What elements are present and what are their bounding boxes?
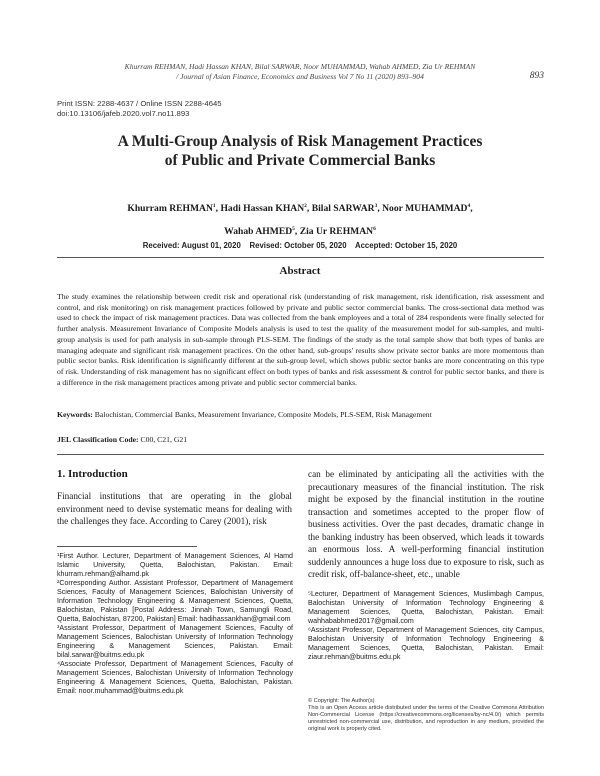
intro-column-right: can be eliminated by anticipating all the activities with the precautionary measures of the financial institution. The risk might be exposed by the financial institution in the routine transaction and sometimes accepted to the proper flow of business activities. Over the past decades, dramatic change in the banking industry has been observed, which leads it towards an enormous loss. A well-performing financial institution suddenly announces a huge loss due to exposure to risk, such as credit risk, off-balance-sheet, etc., unable	[308, 469, 544, 579]
author-name: Zia Ur REHMAN	[299, 226, 374, 238]
divider-top	[57, 257, 544, 258]
copyright-line: © Copyright: The Author(s)	[308, 698, 375, 704]
jel-text: C00, C21, G21	[140, 435, 188, 444]
footnote: ¹First Author. Lecturer, Department of Management Sciences, Al Hamd Islamic University, Quetta, Balochistan, Pakistan. Email: khurram.rehman@alhamd.pk	[57, 552, 293, 578]
author-line-1: Khurram REHMAN$^1$, Hadi Hassan KHAN$^2$, Bilal SARWAR$^3$, Noor MUHAMMAD$^4$,	[127, 203, 473, 215]
issn-line: Print ISSN: 2288-4637 / Online ISSN 2288-4645	[57, 99, 222, 108]
jel-label: JEL Classification Code:	[57, 435, 139, 444]
title-line-1: A Multi-Group Analysis of Risk Management Practices	[117, 133, 483, 150]
license-text: This is an Open Access article distributed under the terms of the Creative Commons Attribution Non-Commercial License (https://creativecommons.org/licenses/by-nc/4.0/) which permits unrestricted non-commercial use, distribution, and reproduction in any medium, provided the original work is properly cited.	[308, 705, 544, 732]
received-date: Received: August 01, 2020	[142, 241, 241, 250]
running-head-authors: Khurram REHMAN, Hadi Hassan KHAN, Bilal SARWAR, Noor MUHAMMAD, Wahab AHMED, Zia Ur REHMAN	[124, 62, 476, 71]
author-list	[70, 196, 530, 242]
author-mark: 2	[304, 203, 307, 209]
running-head	[100, 62, 500, 82]
author-mark: 4	[467, 203, 471, 209]
author-name: Bilal SARWAR	[311, 203, 375, 215]
issn-block	[57, 99, 222, 119]
author-name: Wahab AHMED	[224, 226, 293, 238]
author-name: Noor MUHAMMAD	[382, 203, 468, 215]
author-mark: 6	[373, 226, 376, 233]
section-heading-introduction: 1. Introduction	[57, 468, 128, 480]
revised-date: Revised: October 05, 2020	[249, 241, 347, 250]
keywords-label: Keywords:	[57, 410, 93, 419]
footnote: ²Corresponding Author. Assistant Professor, Department of Management Sciences, Faculty of Management Sciences, Balochistan University of Information Technology Engineering & Management Sciences, Quetta, Balochistan, Pakistan [Postal Address: Jinnah Town, Samungli Road, Quetta, Balochistan, 87200, Pakistan] Email: hadihassankhan@gmail.com	[57, 579, 293, 623]
footnote: ⁴Associate Professor, Department of Management Sciences, Faculty of Management Sciences, Balochistan University of Information Technology Engineering & Management Sciences, Quetta, Balochistan, Pakistan. Email: noor.muhammad@buitms.edu.pk	[57, 660, 293, 695]
author-mark: 5	[292, 226, 295, 233]
history-dates	[60, 241, 540, 250]
jel-codes	[57, 435, 544, 444]
author-mark: 1	[212, 203, 216, 209]
accepted-date: Accepted: October 15, 2020	[354, 241, 458, 250]
author-line-2: Wahab AHMED$^5$, Zia Ur REHMAN$^6$	[224, 226, 376, 238]
copyright-notice	[308, 698, 544, 733]
footnote: ³Assistant Professor, Department of Management Sciences, Faculty of Management Sciences, Balochistan University of Information Technology Engineering & Management Sciences, Pakistan. Email: bilal.sarwar@buitms.edu.pk	[57, 624, 293, 659]
footnote-rule	[57, 546, 197, 547]
footnote: ⁶Assistant Professor, Department of Management Sciences, city Campus, Balochistan University of Information Technology Engineering & Management Sciences, Quetta, Balochistan, Pakistan. Email: ziaur.rehman@buitms.edu.pk	[308, 626, 544, 661]
abstract-text: The study examines the relationship between credit risk and operational risk (understanding of risk management, risk identification, risk assessment and control, and risk monitoring) on risk management practices followed by private and public sector commercial banks. The cross-sectional data method was used to check the impact of risk management practices. Data was collected from the bank employees and a total of 284 respondents were finally selected for further analysis. Measurement Invariance of Composite Models analysis is used to test the quality of the measurement model for sub-samples, and multi-group analysis is used for path analysis in sub-sample through PLS-SEM. The findings of the study as the total sample show that both types of banks are managing adequate and significant risk management practices. On the other hand, sub-groups' results show private sector banks are more momentous than public sector banks. Risk identification is significantly different at the sub-group level, which shows public sector banks are more concentrating on this type of risk. Understanding of risk management has no significant effect on both types of banks and risk assessment & control for public sector banks, and there is a difference in the risk management practices among private and public sector commercial banks.	[57, 292, 544, 387]
author-mark: 3	[374, 203, 378, 209]
paper-title	[60, 132, 540, 170]
page-number: 893	[529, 71, 544, 81]
intro-column-left: Financial institutions that are operating in the global environment need to devise systematic means for dealing with the challenges they face. According to Carey (2001), risk	[57, 491, 292, 526]
running-head-journal: / Journal of Asian Finance, Economics and Business Vol 7 No 11 (2020) 893–904	[176, 72, 424, 81]
footnote: ⁵Lecturer, Department of Management Sciences, Muslimbagh Campus, Balochistan University of Information Technology Engineering & Management Sciences, Quetta, Balochistan, Pakistan. Email: wahhababhmed2017@gmail.com	[308, 590, 544, 625]
abstract-heading: Abstract	[279, 265, 321, 277]
divider-bottom	[57, 454, 544, 455]
footnotes-right	[308, 590, 544, 662]
doi-line: doi:10.13106/jafeb.2020.vol7.no11.893	[57, 109, 190, 118]
author-name: Hadi Hassan KHAN	[220, 203, 305, 215]
author-name: Khurram REHMAN	[127, 203, 213, 215]
title-line-2: of Public and Private Commercial Banks	[164, 152, 436, 169]
keywords	[57, 410, 544, 419]
footnotes-left	[57, 552, 293, 696]
keywords-text: Balochistan, Commercial Banks, Measurement Invariance, Composite Models, PLS-SEM, Risk Management	[94, 410, 432, 419]
